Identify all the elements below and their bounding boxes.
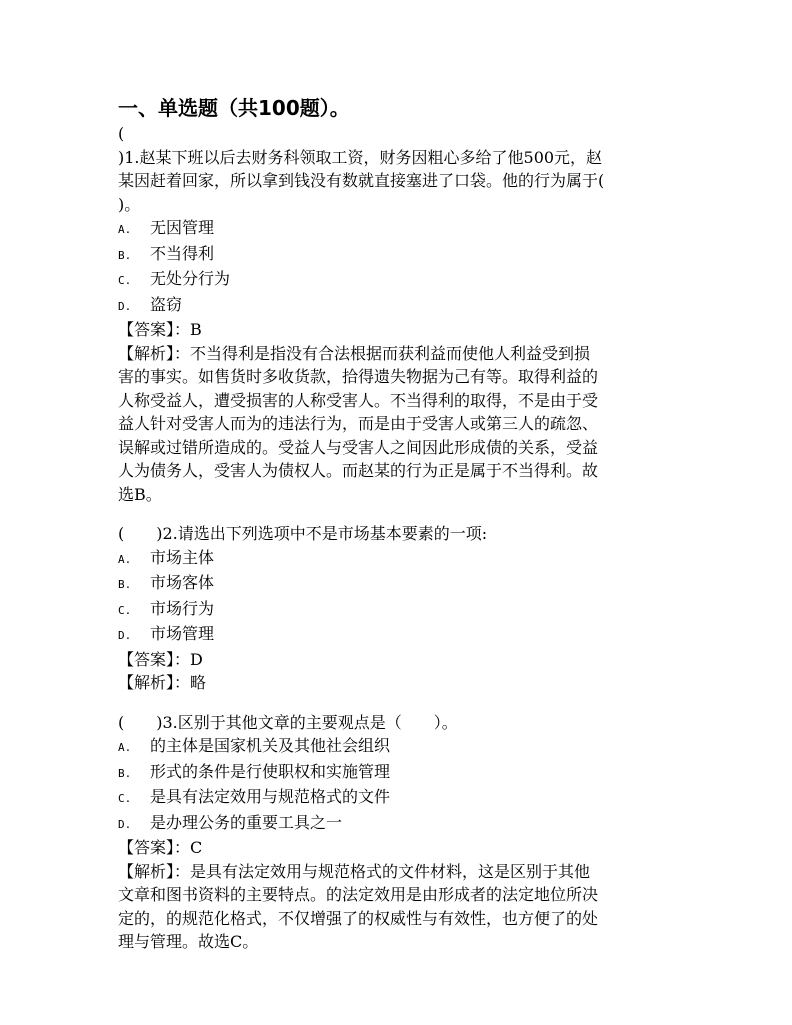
analysis-line: 【解析】：略 bbox=[118, 673, 207, 692]
question-stem-line: ( )3.区别于其他文章的主要观点是（ ）。 bbox=[118, 712, 458, 732]
option-letter: C. bbox=[118, 274, 132, 287]
option-letter: D. bbox=[118, 299, 132, 313]
analysis-line: 人为债务人，受害人为债权人。而赵某的行为正是属于不当得利。故 bbox=[118, 461, 599, 480]
analysis-line: 害的事实。如售货时多收货款，拾得遗失物据为己有等。取得利益的 bbox=[118, 367, 599, 386]
option-letter: A. bbox=[118, 741, 132, 754]
option-row bbox=[118, 785, 678, 811]
analysis-line: 【解析】：不当得利是指没有合法根据而获利益而使他人利益受到损 bbox=[118, 343, 591, 363]
analysis-line: 人称受益人，遭受损害的人称受害人。不当得利的取得，不是由于受 bbox=[118, 390, 599, 410]
question-stem-line: )1.赵某下班以后去财务科领取工资，财务因粗心多给了他500元，赵 bbox=[118, 147, 603, 167]
option-letter: C. bbox=[118, 792, 132, 805]
section-title: 一、单选题（共100题）。 bbox=[118, 96, 350, 120]
option-text: 的主体是国家机关及其他社会组织 bbox=[150, 736, 391, 755]
option-text: 是具有法定效用与规范格式的文件 bbox=[150, 787, 391, 806]
option-letter: D. bbox=[118, 629, 132, 642]
option-row bbox=[118, 760, 678, 786]
question-spacer bbox=[118, 695, 678, 711]
answer-line: 【答案】：B bbox=[118, 320, 202, 339]
option-letter: C. bbox=[118, 603, 132, 617]
option-row bbox=[118, 267, 678, 293]
option-text: 市场管理 bbox=[150, 624, 215, 643]
option-letter: A. bbox=[118, 223, 132, 236]
option-letter: B. bbox=[118, 248, 132, 262]
question-block bbox=[118, 711, 678, 954]
question-stem-line: )。 bbox=[118, 194, 141, 214]
question-block bbox=[118, 122, 678, 506]
option-text: 是办理公务的重要工具之一 bbox=[150, 812, 343, 832]
option-letter: D. bbox=[118, 817, 132, 831]
option-row bbox=[118, 597, 678, 623]
option-text: 市场行为 bbox=[150, 598, 215, 618]
analysis-line: 益人针对受害人而为的违法行为，而是由于受害人或第三人的疏忽、 bbox=[118, 414, 599, 433]
question-stem-line: ( bbox=[118, 124, 125, 143]
analysis-line: 定的，的规范化格式，不仅增强了的权威性与有效性，也方便了的处 bbox=[118, 908, 599, 928]
analysis-line: 选B。 bbox=[118, 484, 162, 504]
option-row bbox=[118, 734, 678, 760]
option-letter: B. bbox=[118, 766, 132, 780]
option-row bbox=[118, 216, 678, 242]
question-stem-line: ( )2.请选出下列选项中不是市场基本要素的一项: bbox=[118, 524, 488, 543]
option-row bbox=[118, 293, 678, 319]
question-list bbox=[118, 122, 678, 954]
analysis-line: 理与管理。故选C。 bbox=[118, 932, 259, 951]
option-text: 不当得利 bbox=[150, 243, 215, 263]
option-text: 市场客体 bbox=[150, 573, 215, 592]
option-text: 无处分行为 bbox=[150, 269, 231, 288]
question-spacer bbox=[118, 506, 678, 522]
analysis-line: 误解或过错所造成的。受益人与受害人之间因此形成债的关系，受益 bbox=[118, 437, 599, 457]
question-block bbox=[118, 522, 678, 695]
document-page bbox=[118, 94, 678, 954]
option-row bbox=[118, 811, 678, 837]
option-row bbox=[118, 622, 678, 648]
option-text: 形式的条件是行使职权和实施管理 bbox=[150, 761, 391, 781]
answer-line: 【答案】：C bbox=[118, 838, 203, 857]
analysis-line: 文章和图书资料的主要特点。的法定效用是由形成者的法定地位所决 bbox=[118, 885, 599, 904]
analysis-line: 【解析】：是具有法定效用与规范格式的文件材料，这是区别于其他 bbox=[118, 861, 591, 881]
option-text: 市场主体 bbox=[150, 547, 215, 567]
question-stem-line: 某因赶着回家，所以拿到钱没有数就直接塞进了口袋。他的行为属于( bbox=[118, 171, 605, 190]
option-row bbox=[118, 242, 678, 268]
option-text: 无因管理 bbox=[150, 218, 215, 237]
answer-line: 【答案】：D bbox=[118, 649, 203, 669]
option-row bbox=[118, 571, 678, 597]
option-letter: B. bbox=[118, 578, 132, 591]
option-row bbox=[118, 546, 678, 572]
option-text: 盗窃 bbox=[150, 294, 183, 314]
option-letter: A. bbox=[118, 552, 132, 566]
